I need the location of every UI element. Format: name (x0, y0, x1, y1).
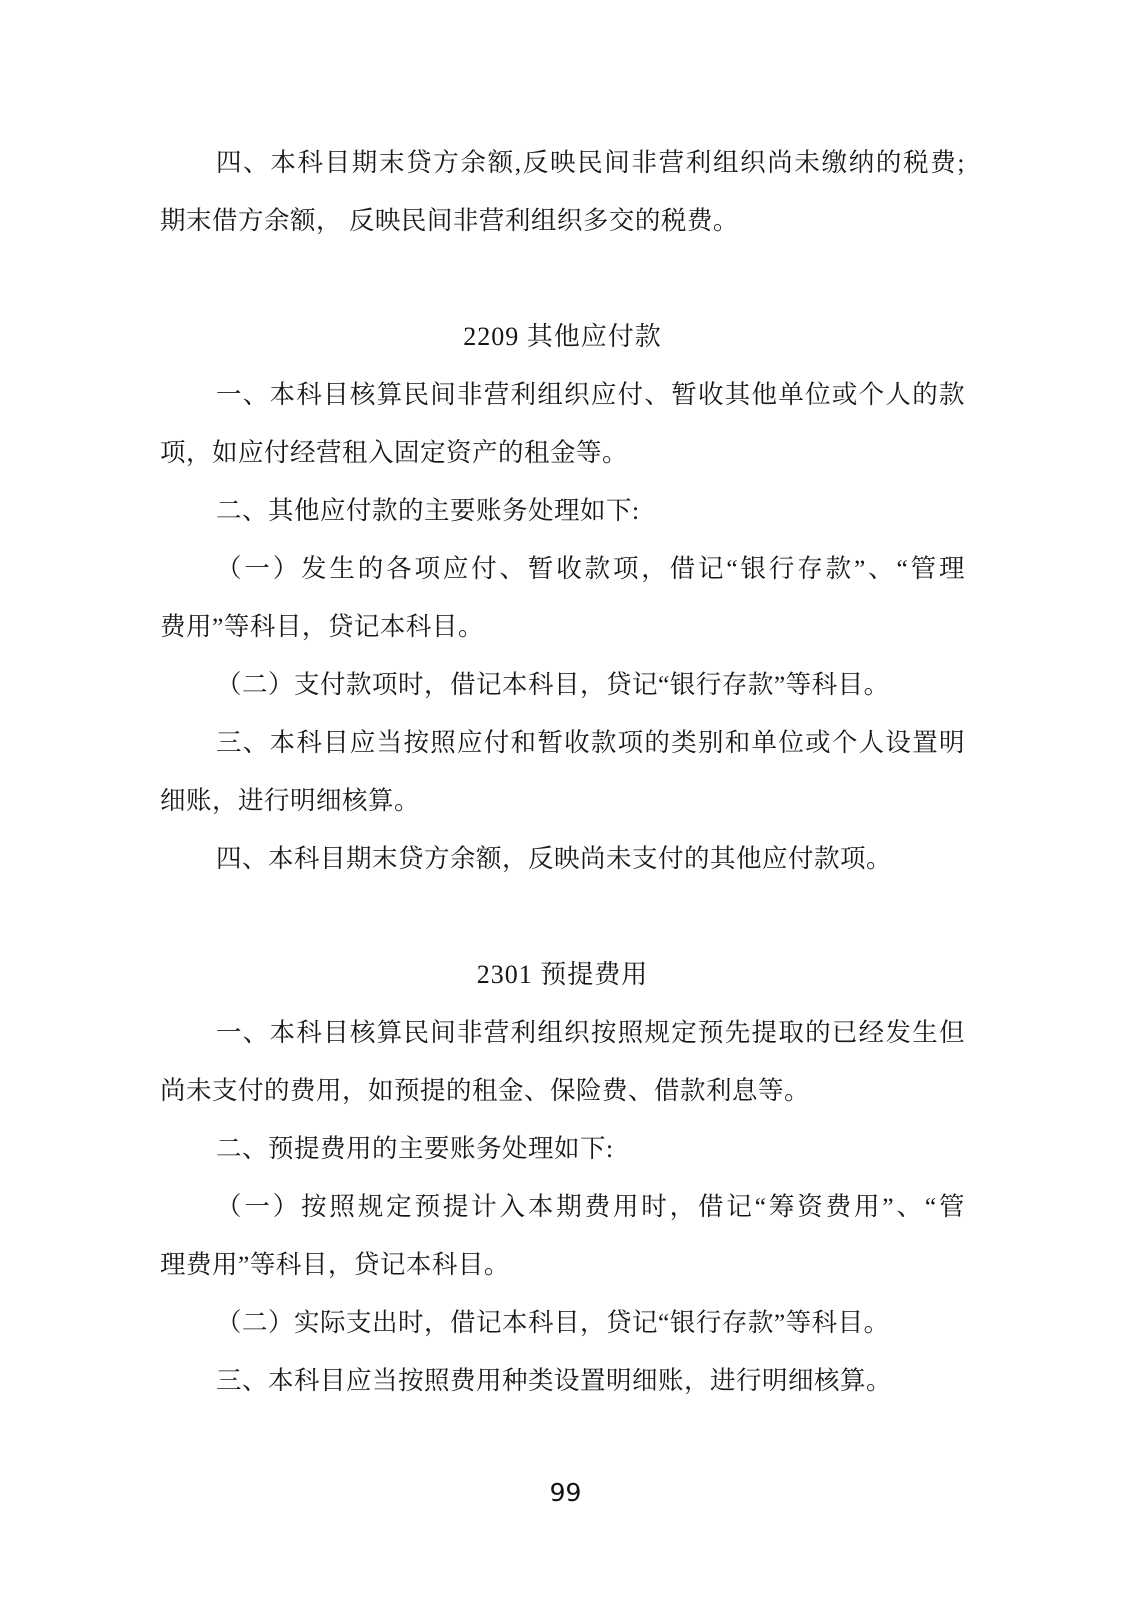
paragraph-line: 二、预提费用的主要账务处理如下: (216, 1134, 614, 1163)
paragraph-line: （二）实际支出时，借记本科目，贷记“银行存款”等科目。 (216, 1308, 890, 1337)
paragraph-line: 费用”等科目，贷记本科目。 (160, 612, 484, 641)
blank-line (160, 250, 965, 308)
section-heading-2209: 2209 其他应付款 (463, 322, 662, 351)
paragraph-line: 一、本科目核算民间非营利组织应付、暂收其他单位或个人的款 (216, 380, 965, 409)
paragraph-line: 四、本科目期末贷方余额，反映尚未支付的其他应付款项。 (216, 844, 893, 873)
paragraph-line: 理费用”等科目，贷记本科目。 (160, 1250, 510, 1279)
paragraph-line: 项，如应付经营租入固定资产的租金等。 (160, 438, 629, 467)
section-heading-2301: 2301 预提费用 (476, 960, 649, 989)
paragraph-line: 三、本科目应当按照应付和暂收款项的类别和单位或个人设置明 (216, 728, 965, 757)
paragraph-line: 一、本科目核算民间非营利组织按照规定预先提取的已经发生但 (216, 1018, 965, 1047)
paragraph-line: （一）发生的各项应付、暂收款项，借记“银行存款”、“管理 (216, 554, 965, 583)
page-number: 99 (549, 1478, 582, 1507)
paragraph-line: 二、其他应付款的主要账务处理如下: (216, 496, 640, 525)
paragraph-line: 尚未支付的费用，如预提的租金、保险费、借款利息等。 (160, 1076, 811, 1105)
blank-line (160, 888, 965, 946)
paragraph-line: （一）按照规定预提计入本期费用时，借记“筹资费用”、“管 (216, 1192, 965, 1221)
paragraph-line: 三、本科目应当按照费用种类设置明细账，进行明细核算。 (216, 1366, 893, 1395)
paragraph-line: 期末借方余额， 反映民间非营利组织多交的税费。 (160, 206, 739, 235)
paragraph-line: 四、本科目期末贷方余额,反映民间非营利组织尚未缴纳的税费; (216, 148, 965, 177)
paragraph-line: 细账，进行明细核算。 (160, 786, 421, 815)
paragraph-line: （二）支付款项时，借记本科目，贷记“银行存款”等科目。 (216, 670, 890, 699)
